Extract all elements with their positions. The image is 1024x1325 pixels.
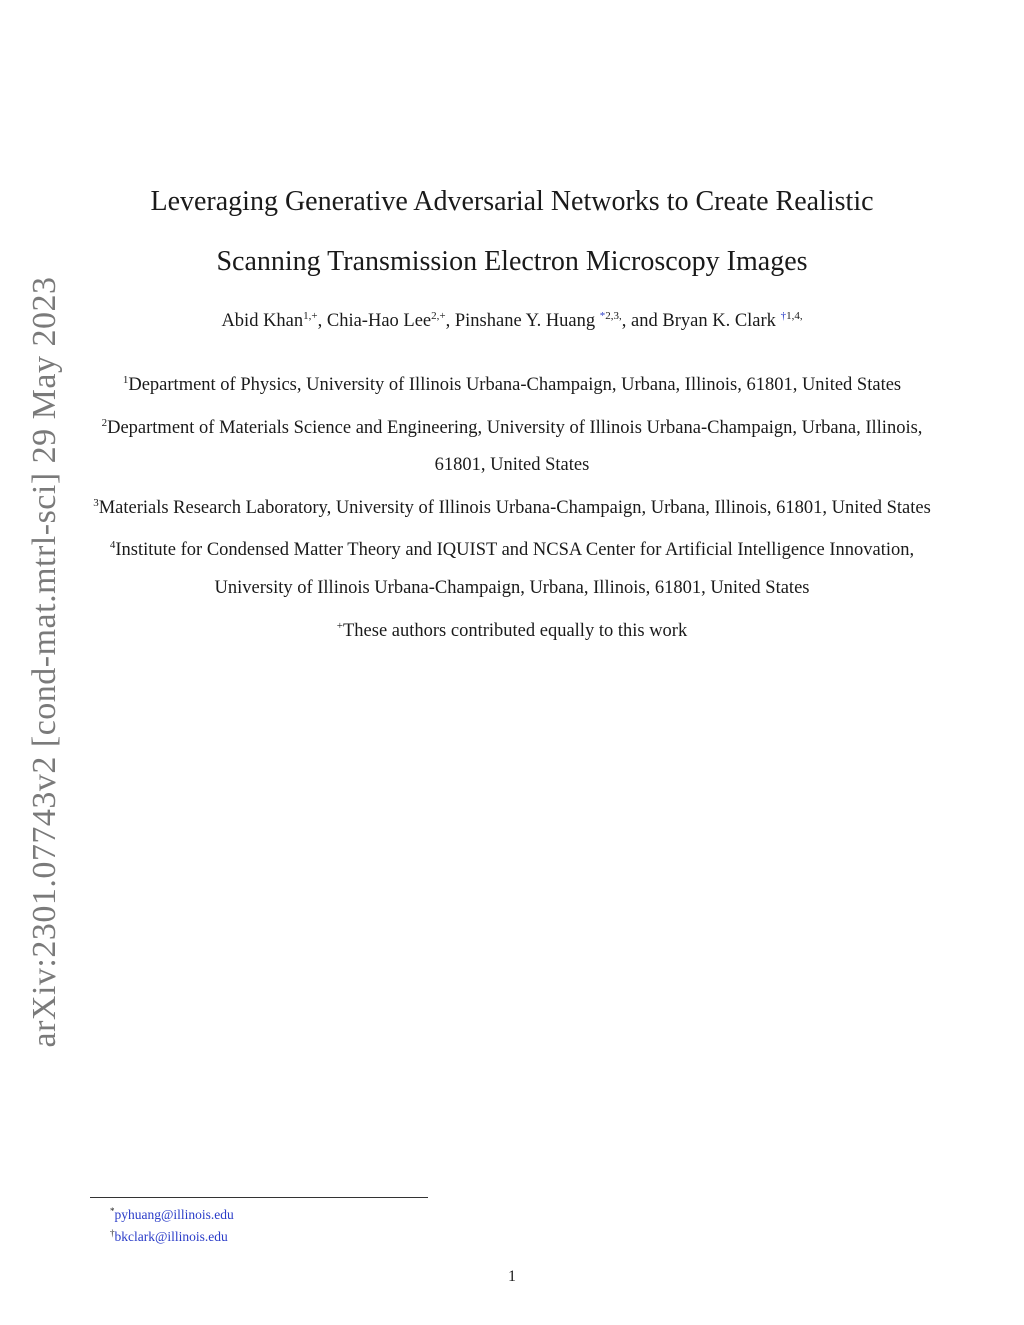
affiliation-item: [86, 362, 938, 405]
author-name: Bryan K. Clark: [662, 311, 781, 331]
author-affiliation-marker: 1,+: [303, 310, 318, 322]
author-separator: ,: [445, 311, 455, 331]
affiliation-text: Materials Research Laboratory, University of Illinois Urbana-Champaign, Urbana, Illinois, 61801, United States: [98, 497, 931, 518]
equal-contribution-note: [86, 608, 938, 651]
affiliation-number: 3: [93, 496, 99, 509]
author-name: Abid Khan: [221, 311, 304, 331]
email-link[interactable]: pyhuang@illinois.edu: [114, 1207, 234, 1222]
footnote-mark: †: [110, 1228, 115, 1238]
paper-title: [0, 172, 1024, 292]
author-name: Pinshane Y. Huang: [454, 311, 600, 331]
affiliation-text: Department of Physics, University of Illinois Urbana-Champaign, Urbana, Illinois, 61801, United States: [128, 375, 902, 395]
footnote-link-star[interactable]: *: [599, 310, 606, 322]
affiliation-number: 2: [101, 416, 108, 429]
affiliation-text: Department of Materials Science and Engineering, University of Illinois Urbana-Champaign, Urbana, Illinois, 61801, United States: [107, 417, 923, 476]
affiliation-number: 1: [122, 374, 129, 386]
author-affiliation-marker: 2,3,: [605, 310, 622, 322]
affiliation-list: [86, 362, 938, 650]
footnote-item: [110, 1224, 234, 1246]
affiliation-number: +: [336, 619, 343, 632]
footnote-mark: *: [110, 1206, 115, 1216]
author-affiliation-marker: 2,+: [431, 310, 446, 322]
arxiv-identifier-stamp[interactable]: arXiv:2301.07743v2 [cond-mat.mtrl-sci] 29 May 2023: [26, 276, 63, 1048]
affiliation-item: [86, 405, 938, 485]
email-link[interactable]: bkclark@illinois.edu: [114, 1229, 228, 1244]
author-separator: ,: [317, 311, 327, 331]
title-line-1: Leveraging Generative Adversarial Networks to Create Realistic: [150, 186, 874, 217]
footnote-item: [110, 1202, 234, 1224]
author-affiliation-marker: 1,4,: [786, 310, 803, 322]
affiliation-item: [86, 527, 938, 607]
author-name: Chia-Hao Lee: [326, 311, 432, 331]
title-line-2: Scanning Transmission Electron Microscopy Images: [216, 246, 808, 277]
affiliation-text: These authors contributed equally to this work: [342, 620, 688, 641]
footnotes: [110, 1202, 234, 1246]
author-separator: , and: [621, 311, 663, 331]
affiliation-number: 4: [109, 539, 116, 552]
footnote-divider: [90, 1197, 428, 1198]
page-number: 1: [508, 1268, 516, 1285]
author-list: [0, 310, 1024, 332]
footnote-link-dagger[interactable]: †: [780, 310, 787, 322]
affiliation-item: [86, 485, 938, 528]
affiliation-text: Institute for Condensed Matter Theory and IQUIST and NCSA Center for Artificial Intelligence Innovation, University of Illinois Urbana-Champaign, Urbana, Illinois, 61801, United States: [115, 540, 915, 598]
